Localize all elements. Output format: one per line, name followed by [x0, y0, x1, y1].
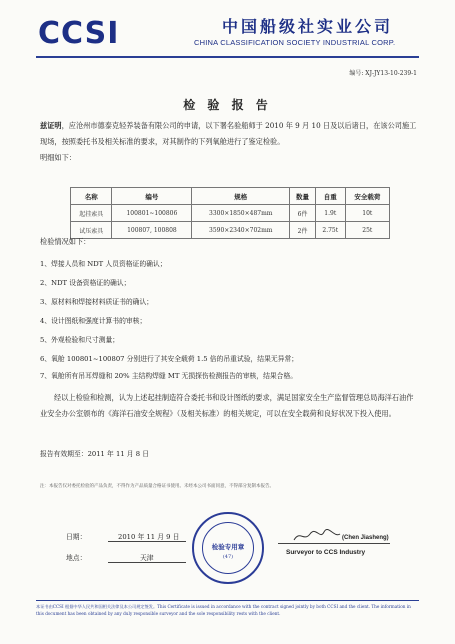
header-cell: 安全载荷 [345, 188, 389, 205]
table-cell: 10t [345, 205, 389, 222]
table-cell: 2.75t [315, 222, 345, 239]
check-item: 1、焊接人员和 NDT 人员资格证的确认； [40, 260, 167, 268]
check-item: 7、氧舱所有吊耳焊缝和 20% 主结构焊缝 MT 无损探伤检测报告的审核，结果合格。 [40, 372, 298, 380]
date-underline [108, 541, 186, 542]
report-title: 检 验 报 告 [183, 98, 272, 112]
handwritten-signature [292, 528, 342, 544]
intro-lead: 兹证明 [40, 121, 62, 130]
date-label: 日期： [66, 533, 87, 541]
table-cell: 1.9t [315, 205, 345, 222]
ccsi-logo: CCSI [38, 16, 120, 51]
header-cell: 编号 [112, 188, 192, 205]
check-item: 4、设计图纸和强度计算书的审核； [40, 317, 147, 325]
validity-date: 报告有效期至：2011 年 11 月 8 日 [40, 450, 150, 458]
intro-paragraph [40, 118, 417, 166]
table-cell: 100807, 100808 [112, 222, 192, 239]
table-cell: 起挂索具 [71, 205, 112, 222]
footnote: 注：本报告仅对委托检验的产品负责，不得作为产品质量合格证书使用。未经本公司书面同意，不得部分复制本报告。 [40, 484, 274, 489]
table-cell: 25t [345, 222, 389, 239]
header-cell: 名称 [71, 188, 112, 205]
table-cell: 2件 [290, 222, 316, 239]
table-cell: 100801~100806 [112, 205, 192, 222]
seal-number: (47) [222, 554, 234, 560]
intro-text: ，应沧州市德泰克轻养装备有限公司的申请，以下署名验船师于 2010 年 9 月 10 日及以后诸日，在该公司施工现场，按照委托书及相关标准的要求，对其制作的下列氧舱进行了鉴定检验。 [40, 121, 417, 146]
place-underline [108, 562, 186, 563]
equipment-table [70, 187, 390, 239]
header-cell: 数量 [290, 188, 316, 205]
table-header-row [71, 188, 390, 205]
table-cell: 3300×1850×487mm [192, 205, 290, 222]
signer-name: (Chen Jiasheng) [342, 535, 389, 541]
table-row [71, 205, 390, 222]
signature-line [278, 543, 390, 544]
conclusion-paragraph: 经以上检验和检测，认为上述起挂制造符合委托书和设计图纸的要求，满足国家安全生产监督管理总局海洋石油作业安全办公室颁布的《海洋石油安全规程》（及相关标准）的相关规定，可以在安全载荷和良好状况下投入使用。 [40, 393, 414, 418]
place-value: 天津 [140, 554, 154, 562]
report-number: 编号: XJ-JY13-10-239-1 [349, 70, 417, 77]
surveyor-title: Surveyor to CCS Industry [286, 549, 366, 556]
checks-title: 检验情况如下： [40, 237, 91, 246]
check-item: 3、原材料和焊接材料质证书的确认； [40, 298, 154, 306]
table-row [71, 222, 390, 239]
footer-note: 本证书由CCSI 根据中华人民共和国相关法律及本公司规定签发。This Certificate is issued in accordance with the contract signed jointly by both CCSI and the client. The information in this document has been obtained by any duly responsible surveyor and the sole responsibility rests with the client. [36, 604, 411, 616]
date-value: 2010 年 11 月 9 日 [118, 533, 180, 541]
header-cell: 规格 [192, 188, 290, 205]
intro-brief: 明细如下： [40, 153, 76, 162]
table-cell: 试压索具 [71, 222, 112, 239]
seal-text: 检验专用章 [211, 543, 245, 551]
header-cell: 自重 [315, 188, 345, 205]
company-name-en: CHINA CLASSIFICATION SOCIETY INDUSTRIAL CORP. [194, 38, 396, 47]
footer-divider [36, 600, 419, 601]
header-divider [36, 56, 419, 58]
table-cell: 6件 [290, 205, 316, 222]
check-item: 5、外观检验和尺寸测量； [40, 336, 120, 344]
check-item: 2、NDT 设备资格证的确认； [40, 279, 131, 287]
company-name-cn: 中国船级社实业公司 [222, 17, 394, 36]
place-label: 地点： [66, 554, 87, 562]
check-item: 6、氧舱 100801~100807 分别进行了其安全载荷 1.5 倍的吊重试验，结果无异常； [40, 355, 299, 363]
table-cell: 3590×2340×702mm [192, 222, 290, 239]
official-seal [192, 512, 264, 584]
